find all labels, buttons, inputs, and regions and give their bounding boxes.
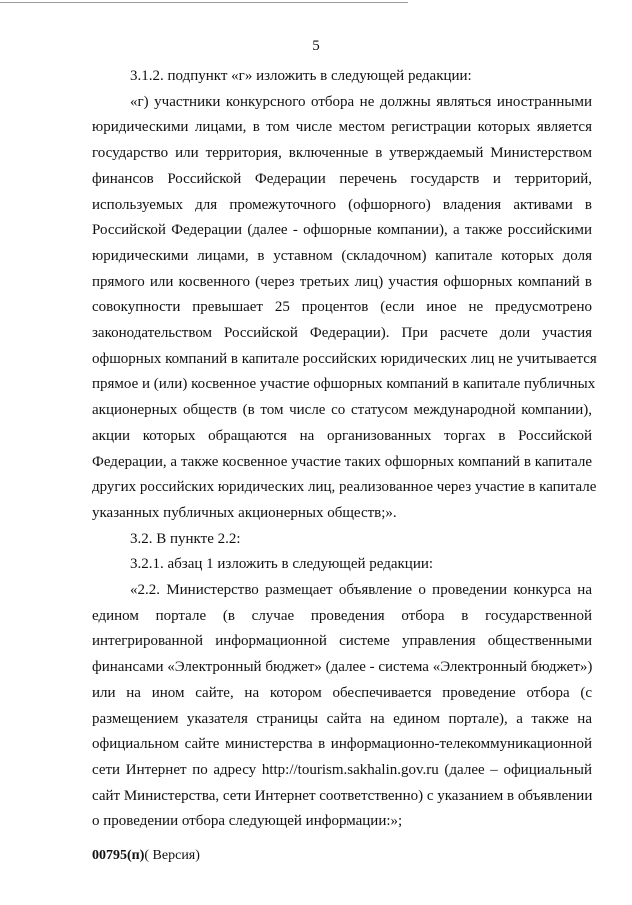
text-line: финансами «Электронный бюджет» (далее - система «Электронный бюджет») bbox=[92, 659, 593, 675]
text-line: прямое и (или) косвенное участие офшорных компаний в капитале публичных bbox=[92, 376, 596, 392]
text-line: юридическими лицами, в том числе местом регистрации которых является bbox=[92, 119, 592, 135]
text-line: используемых для промежуточного (офшорного) владения активами в bbox=[92, 197, 592, 213]
text-line: других российских юридических лиц, реализованное через участие в капитале bbox=[92, 479, 597, 495]
text-line: 3.2.1. абзац 1 изложить в следующей редакции: bbox=[130, 556, 434, 572]
text-line: финансов Российской Федерации перечень государств и территорий, bbox=[92, 171, 592, 187]
text-line: совокупности превышает 25 процентов (если иное не предусмотрено bbox=[92, 299, 592, 315]
text-line: указанных публичных акционерных обществ;». bbox=[92, 505, 397, 521]
text-line: государство или территория, включенные в утверждаемый Министерством bbox=[92, 145, 592, 161]
text-line: акционерных обществ (в том числе со статусом международной компании), bbox=[92, 402, 592, 418]
document-version: ( Версия) bbox=[144, 848, 200, 863]
text-line: сети Интернет по адресу http://tourism.sakhalin.gov.ru (далее – официальный bbox=[92, 762, 592, 778]
text-line: едином портале (в случае проведения отбора в государственной bbox=[92, 608, 592, 624]
text-line: акции которых обращаются на организованных торгах в Российской bbox=[92, 428, 592, 444]
text-line: 3.1.2. подпункт «г» изложить в следующей редакции: bbox=[130, 68, 472, 84]
text-line: офшорных компаний в капитале российских юридических лиц не учитывается bbox=[92, 351, 597, 367]
text-line: Федерации, а также косвенное участие таких офшорных компаний в капитале bbox=[92, 454, 592, 470]
text-line: «г) участники конкурсного отбора не должны являться иностранными bbox=[130, 94, 592, 110]
text-line: юридическими лицами, в уставном (складочном) капитале которых доля bbox=[92, 248, 592, 264]
text-line: интегрированной информационной системе управления общественными bbox=[92, 633, 592, 649]
footer bbox=[92, 848, 200, 864]
text-line: Российской Федерации (далее - офшорные компании), а также российскими bbox=[92, 222, 592, 238]
top-rule bbox=[0, 2, 408, 3]
text-line: официальном сайте министерства в информационно-телекоммуникационной bbox=[92, 736, 592, 752]
text-line: «2.2. Министерство размещает объявление о проведении конкурса на bbox=[130, 582, 592, 598]
document-code: 00795(п) bbox=[92, 848, 145, 863]
page-number: 5 bbox=[312, 38, 320, 54]
text-line: размещением указателя страницы сайта на едином портале), а также на bbox=[92, 711, 592, 727]
text-line: сайт Министерства, сети Интернет соответственно) с указанием в объявлении bbox=[92, 788, 593, 804]
text-line: прямого или косвенного (через третьих лиц) участия офшорных компаний в bbox=[92, 274, 592, 290]
text-line: 3.2. В пункте 2.2: bbox=[130, 531, 241, 547]
text-line: законодательством Российской Федерации). При расчете доли участия bbox=[92, 325, 592, 341]
text-line: или на ином сайте, на котором обеспечивается проведение отбора (с bbox=[92, 685, 592, 701]
text-line: о проведении отбора следующей информации:»; bbox=[92, 813, 403, 829]
